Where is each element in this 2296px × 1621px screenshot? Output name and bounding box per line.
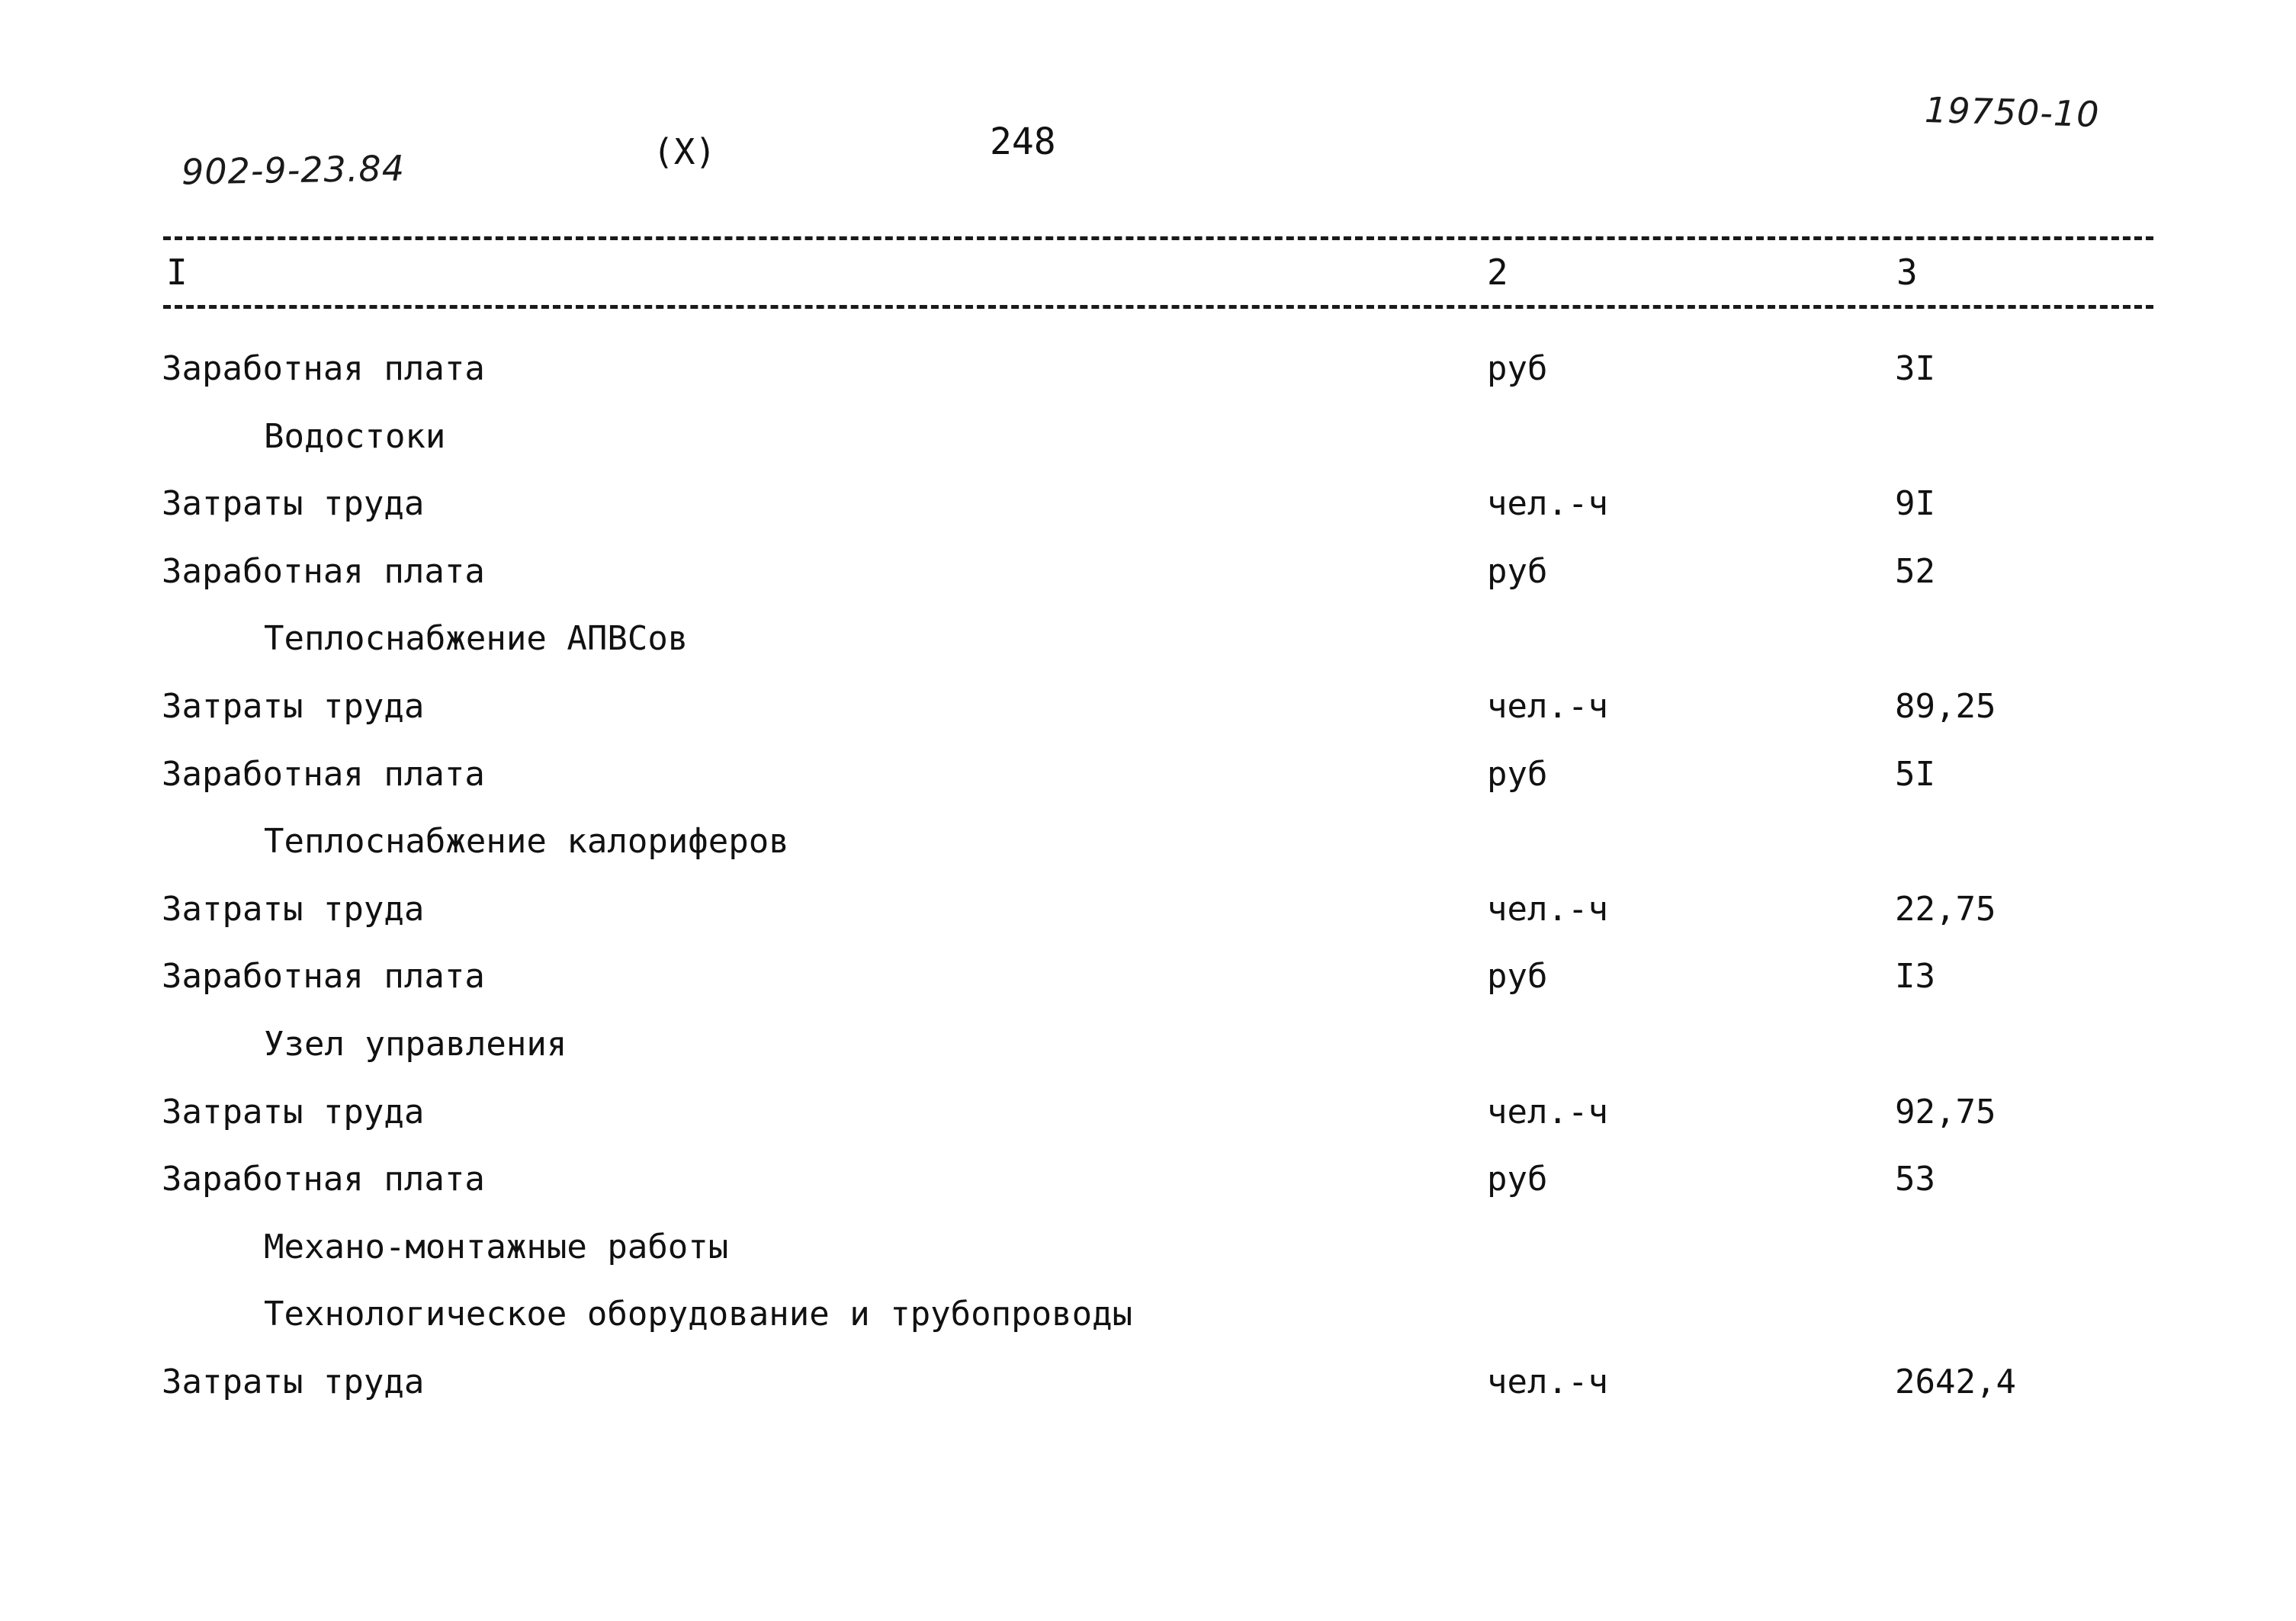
- row-name: Затраты труда: [162, 1092, 425, 1131]
- row-name: Заработная плата: [162, 957, 485, 997]
- table-row: [0, 1160, 2296, 1228]
- table-row: [0, 484, 2296, 552]
- row-value: 89,25: [1895, 686, 1996, 726]
- row-name: Затраты труда: [162, 889, 425, 929]
- table-row: [0, 890, 2296, 958]
- row-value: 9I: [1895, 484, 1935, 524]
- column-header-1: I: [166, 252, 188, 293]
- table-body: [0, 349, 2296, 1430]
- row-unit: руб: [1487, 551, 1548, 591]
- row-value: 52: [1895, 551, 1935, 591]
- table-row: [0, 687, 2296, 755]
- row-name: Заработная плата: [162, 551, 485, 591]
- row-value: 5I: [1895, 754, 1935, 794]
- row-unit: чел.-ч: [1487, 889, 1608, 929]
- table-row: [0, 1363, 2296, 1430]
- table-row: [0, 1093, 2296, 1160]
- row-name: Заработная плата: [162, 1160, 485, 1199]
- table-row: [0, 349, 2296, 417]
- table-header-rule: [163, 305, 2153, 309]
- table-row: [0, 755, 2296, 823]
- document-mark: (X): [653, 131, 717, 172]
- row-value: 3I: [1895, 349, 1935, 388]
- table-row: [0, 552, 2296, 620]
- page-number: 248: [990, 120, 1056, 163]
- row-value: 2642,4: [1895, 1362, 2016, 1401]
- row-value: 92,75: [1895, 1092, 1996, 1131]
- section-title: Узел управления: [264, 1024, 567, 1064]
- row-unit: чел.-ч: [1487, 1362, 1608, 1401]
- section-heading-row: [0, 619, 2296, 687]
- row-unit: руб: [1487, 1160, 1548, 1199]
- section-heading-row: [0, 417, 2296, 485]
- section-heading-row: [0, 1025, 2296, 1093]
- section-heading-row: [0, 1295, 2296, 1363]
- section-heading-row: [0, 1228, 2296, 1295]
- table-top-rule: [163, 236, 2153, 240]
- section-title: Теплоснабжение АПВСов: [264, 619, 689, 659]
- row-unit: руб: [1487, 957, 1548, 997]
- section-title: Технологическое оборудование и трубопроводы: [264, 1295, 1133, 1334]
- row-name: Заработная плата: [162, 754, 485, 794]
- section-heading-row: [0, 822, 2296, 890]
- section-title: Водостоки: [264, 416, 446, 456]
- row-name: Затраты труда: [162, 484, 425, 524]
- row-name: Заработная плата: [162, 349, 485, 388]
- row-value: 22,75: [1895, 889, 1996, 929]
- archive-code: 19750-10: [1924, 89, 2101, 135]
- row-name: Затраты труда: [162, 1362, 425, 1401]
- table-row: [0, 957, 2296, 1025]
- row-unit: чел.-ч: [1487, 1092, 1608, 1131]
- row-unit: руб: [1487, 349, 1548, 388]
- row-value: I3: [1895, 957, 1935, 997]
- column-header-2: 2: [1487, 252, 1508, 293]
- row-name: Затраты труда: [162, 686, 425, 726]
- row-unit: руб: [1487, 754, 1548, 794]
- row-unit: чел.-ч: [1487, 484, 1608, 524]
- row-unit: чел.-ч: [1487, 686, 1608, 726]
- row-value: 53: [1895, 1160, 1935, 1199]
- section-title: Механо-монтажные работы: [264, 1227, 729, 1266]
- column-header-3: 3: [1896, 252, 1918, 293]
- doc-code: 902-9-23.84: [181, 147, 406, 193]
- section-title: Теплоснабжение калориферов: [264, 822, 789, 862]
